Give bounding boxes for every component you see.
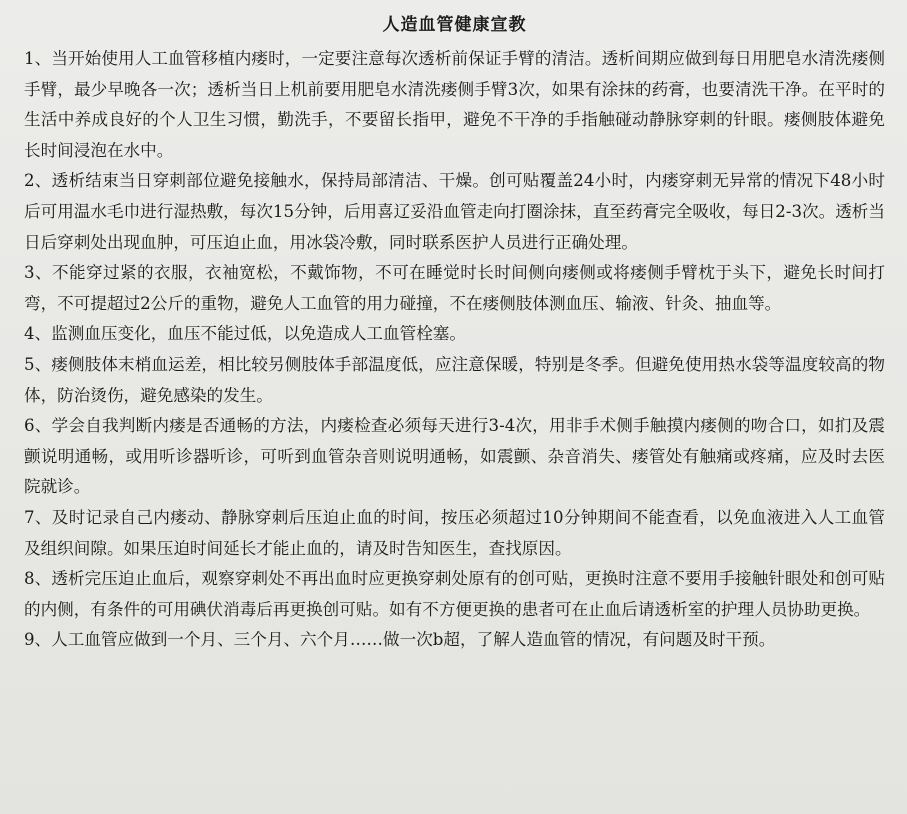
instruction-item-4: 4、监测血压变化，血压不能过低，以免造成人工血管栓塞。 [24, 324, 466, 344]
instruction-item-7: 7、及时记录自己内瘘动、静脉穿刺后压迫止血的时间，按压必须超过10分钟期间不能查看，以免血液进入人工血管及组织间隙。如果压迫时间延长才能止血的，请及时告知医生，查找原因。 [24, 507, 885, 558]
instruction-item-3: 3、不能穿过紧的衣服，衣袖宽松，不戴饰物，不可在睡觉时长时间侧向瘘侧或将瘘侧手臂枕于头下，避免长时间打弯，不可提超过2公斤的重物，避免人工血管的用力碰撞，不在瘘侧肢体测血压、输液、针灸、抽血等。 [24, 263, 885, 313]
instruction-item-9: 9、人工血管应做到一个月、三个月、六个月……做一次b超，了解人造血管的情况，有问题及时干预。 [24, 630, 776, 650]
instruction-item-1: 1、当开始使用人工血管移植内瘘时，一定要注意每次透析前保证手臂的清洁。透析间期应做到每日用肥皂水清洗瘘侧手臂，最少早晚各一次；透析当日上机前要用肥皂水清洗瘘侧手臂3次，如果有涂抹的药膏，也要清洗干净。在平时的生活中养成良好的个人卫生习惯，勤洗手，不要留长指甲，避免不干净的手指触碰动静脉穿刺的针眼。瘘侧肢体避免长时间浸泡在水中。 [24, 49, 885, 160]
instruction-list [24, 44, 885, 656]
instruction-item-2: 2、透析结束当日穿刺部位避免接触水，保持局部清洁、干燥。创可贴覆盖24小时，内瘘穿刺无异常的情况下48小时后可用温水毛巾进行湿热敷，每次15分钟，后用喜辽妥沿血管走向打圈涂抹，直至药膏完全吸收，每日2-3次。透析当日后穿刺处出现血肿，可压迫止血，用冰袋冷敷，同时联系医护人员进行正确处理。 [24, 171, 885, 252]
instruction-item-8: 8、透析完压迫止血后，观察穿刺处不再出血时应更换穿刺处原有的创可贴，更换时注意不要用手接触针眼处和创可贴的内侧，有条件的可用碘伏消毒后再更换创可贴。如有不方便更换的患者可在止血后请透析室的护理人员协助更换。 [24, 569, 885, 619]
instruction-item-6: 6、学会自我判断内瘘是否通畅的方法，内瘘检查必须每天进行3-4次，用非手术侧手触摸内瘘侧的吻合口，如扪及震颤说明通畅，或用听诊器听诊，可听到血管杂音则说明通畅，如震颤、杂音消失、瘘管处有触痛或疼痛，应及时去医院就诊。 [24, 416, 885, 497]
instruction-item-5: 5、瘘侧肢体末梢血运差，相比较另侧肢体手部温度低，应注意保暖，特别是冬季。但避免使用热水袋等温度较高的物体，防治烫伤，避免感染的发生。 [24, 354, 885, 405]
document-title: 人造血管健康宣教 [382, 15, 527, 35]
